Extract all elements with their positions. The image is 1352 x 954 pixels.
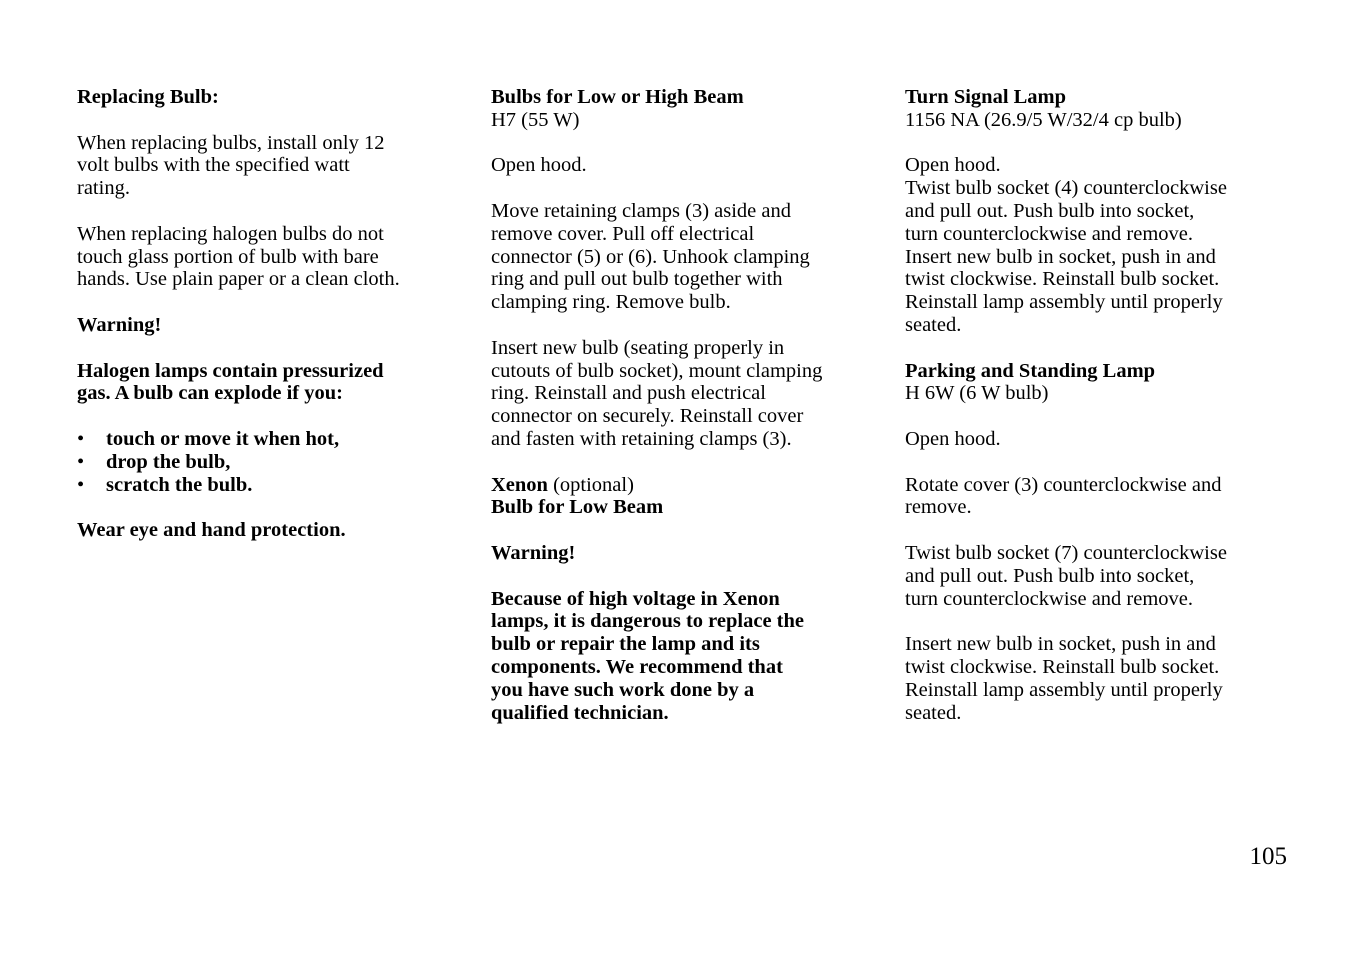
paragraph-rotate-cover: Rotate cover (3) counterclockwise and remove.: [905, 473, 1222, 519]
bullet-glyph: •: [77, 427, 85, 450]
bulb-spec: H 6W (6 W bulb): [905, 382, 1049, 405]
protection-note: Wear eye and hand protection.: [77, 519, 346, 542]
paragraph-remove-bulb: Move retaining clamps (3) aside and remove cover. Pull off electrical connector (5) or (6). Unhook clamping ring and pull out bulb together with clamping ring. Remove bulb.: [491, 199, 810, 314]
open-hood: Open hood.: [905, 154, 1001, 177]
heading-parking-lamp: Parking and Standing Lamp: [905, 359, 1156, 382]
list-item: • touch or move it when hot,: [77, 427, 340, 450]
heading-low-high-beam: Bulbs for Low or High Beam: [491, 86, 744, 108]
paragraph-halogen-handling: When replacing halogen bulbs do not touch glass portion of bulb with bare hands. Use plain paper or a clean cloth.: [77, 222, 400, 291]
list-item: • drop the bulb,: [77, 450, 231, 473]
xenon-warning-text: Because of high voltage in Xenon lamps, it is dangerous to replace the bulb or repair the lamp and its components. We recommend that you have such work done by a qualified technician.: [491, 587, 805, 724]
open-hood: Open hood.: [491, 154, 587, 177]
paragraph-insert-bulb: Insert new bulb (seating properly in cutouts of bulb socket), mount clamping ring. Reinstall and push electrical connector on securely. Reinstall cover and fasten with retaining clamps (3).: [491, 336, 823, 450]
open-hood: Open hood.: [905, 427, 1001, 450]
column-beam-bulbs: [491, 86, 871, 724]
paragraph-turn-signal-steps: Twist bulb socket (4) counterclockwise and pull out. Push bulb into socket, turn counterclockwise and remove. Insert new bulb in socket, push in and twist clockwise. Reinstall bulb socket. Reinstall lamp assembly until properly seated.: [905, 177, 1227, 336]
bulb-spec: 1156 NA (26.9/5 W/32/4 cp bulb): [905, 108, 1182, 131]
xenon-heading: Xenon (optional): [491, 473, 634, 496]
bullet-glyph: •: [77, 450, 85, 473]
bulb-spec: H7 (55 W): [491, 108, 580, 131]
warning-label: Warning!: [491, 541, 576, 564]
heading-replacing-bulb: Replacing Bulb:: [77, 86, 219, 108]
paragraph-insert-bulb: Insert new bulb in socket, push in and twist clockwise. Reinstall bulb socket. Reinstall lamp assembly until properly seated.: [905, 633, 1223, 724]
bullet-glyph: •: [77, 473, 85, 496]
paragraph-twist-socket: Twist bulb socket (7) counterclockwise and pull out. Push bulb into socket, turn counterclockwise and remove.: [905, 541, 1227, 610]
paragraph-voltage: When replacing bulbs, install only 12 volt bulbs with the specified watt rating.: [77, 131, 385, 200]
heading-turn-signal: Turn Signal Lamp: [905, 86, 1067, 108]
column-replacing-bulb: [77, 86, 447, 542]
column-signal-parking: [905, 86, 1285, 724]
list-item: • scratch the bulb.: [77, 473, 253, 496]
warning-text: Halogen lamps contain pressurized gas. A bulb can explode if you:: [77, 359, 384, 405]
hazard-list: [77, 428, 447, 496]
warning-label: Warning!: [77, 313, 162, 336]
xenon-subheading: Bulb for Low Beam: [491, 496, 664, 519]
page-number: 105: [1249, 843, 1287, 870]
